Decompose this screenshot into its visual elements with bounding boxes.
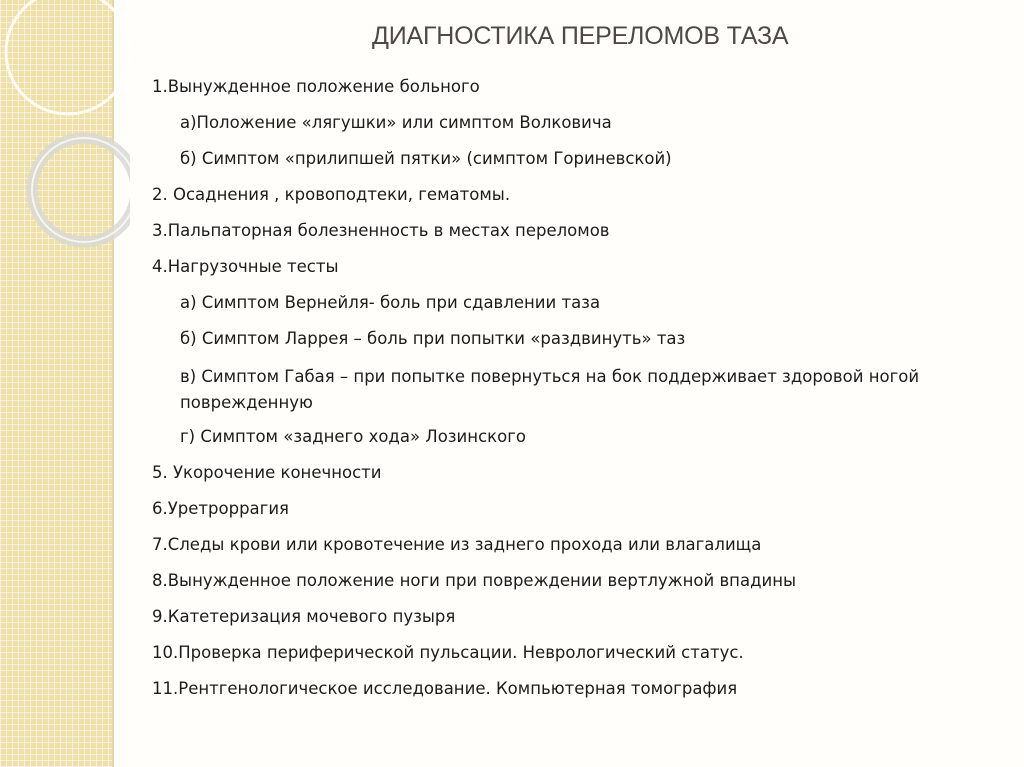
list-subitem: а)Положение «лягушки» или симптом Волковича: [180, 113, 612, 132]
list-item: 5. Укорочение конечности: [152, 463, 382, 482]
list-item: 11.Рентгенологическое исследование. Компьютерная томография: [152, 679, 738, 698]
slide-content: [152, 76, 982, 714]
list-subitem: а) Симптом Вернейля- боль при сдавлении таза: [180, 293, 601, 312]
slide-title: ДИАГНОСТИКА ПЕРЕЛОМОВ ТАЗА: [372, 22, 789, 50]
list-subitem: г) Симптом «заднего хода» Лозинского: [180, 427, 526, 446]
list-item: 3.Пальпаторная болезненность в местах переломов: [152, 221, 610, 240]
list-item: 1.Вынужденное положение больного: [152, 77, 480, 96]
list-item: 2. Осаднения , кровоподтеки, гематомы.: [152, 185, 511, 204]
list-item: 10.Проверка периферической пульсации. Неврологический статус.: [152, 643, 744, 662]
list-item: 4.Нагрузочные тесты: [152, 257, 339, 276]
decorative-circles: [0, 0, 130, 260]
list-subitem: в) Симптом Габая – при попытке повернуться на бок поддерживает здоровой ногой поврежденную: [180, 367, 920, 412]
list-item: 8.Вынужденное положение ноги при повреждении вертлужной впадины: [152, 571, 797, 590]
list-item: 7.Следы крови или кровотечение из заднего прохода или влагалища: [152, 535, 762, 554]
list-subitem: б) Симптом «прилипшей пятки» (симптом Гориневской): [180, 149, 672, 168]
list-subitem: б) Симптом Ларрея – боль при попытки «раздвинуть» таз: [180, 329, 686, 348]
list-item: 6.Уретроррагия: [152, 499, 289, 518]
deco-circle-large: [6, 0, 130, 114]
list-item: 9.Катетеризация мочевого пузыря: [152, 607, 456, 626]
